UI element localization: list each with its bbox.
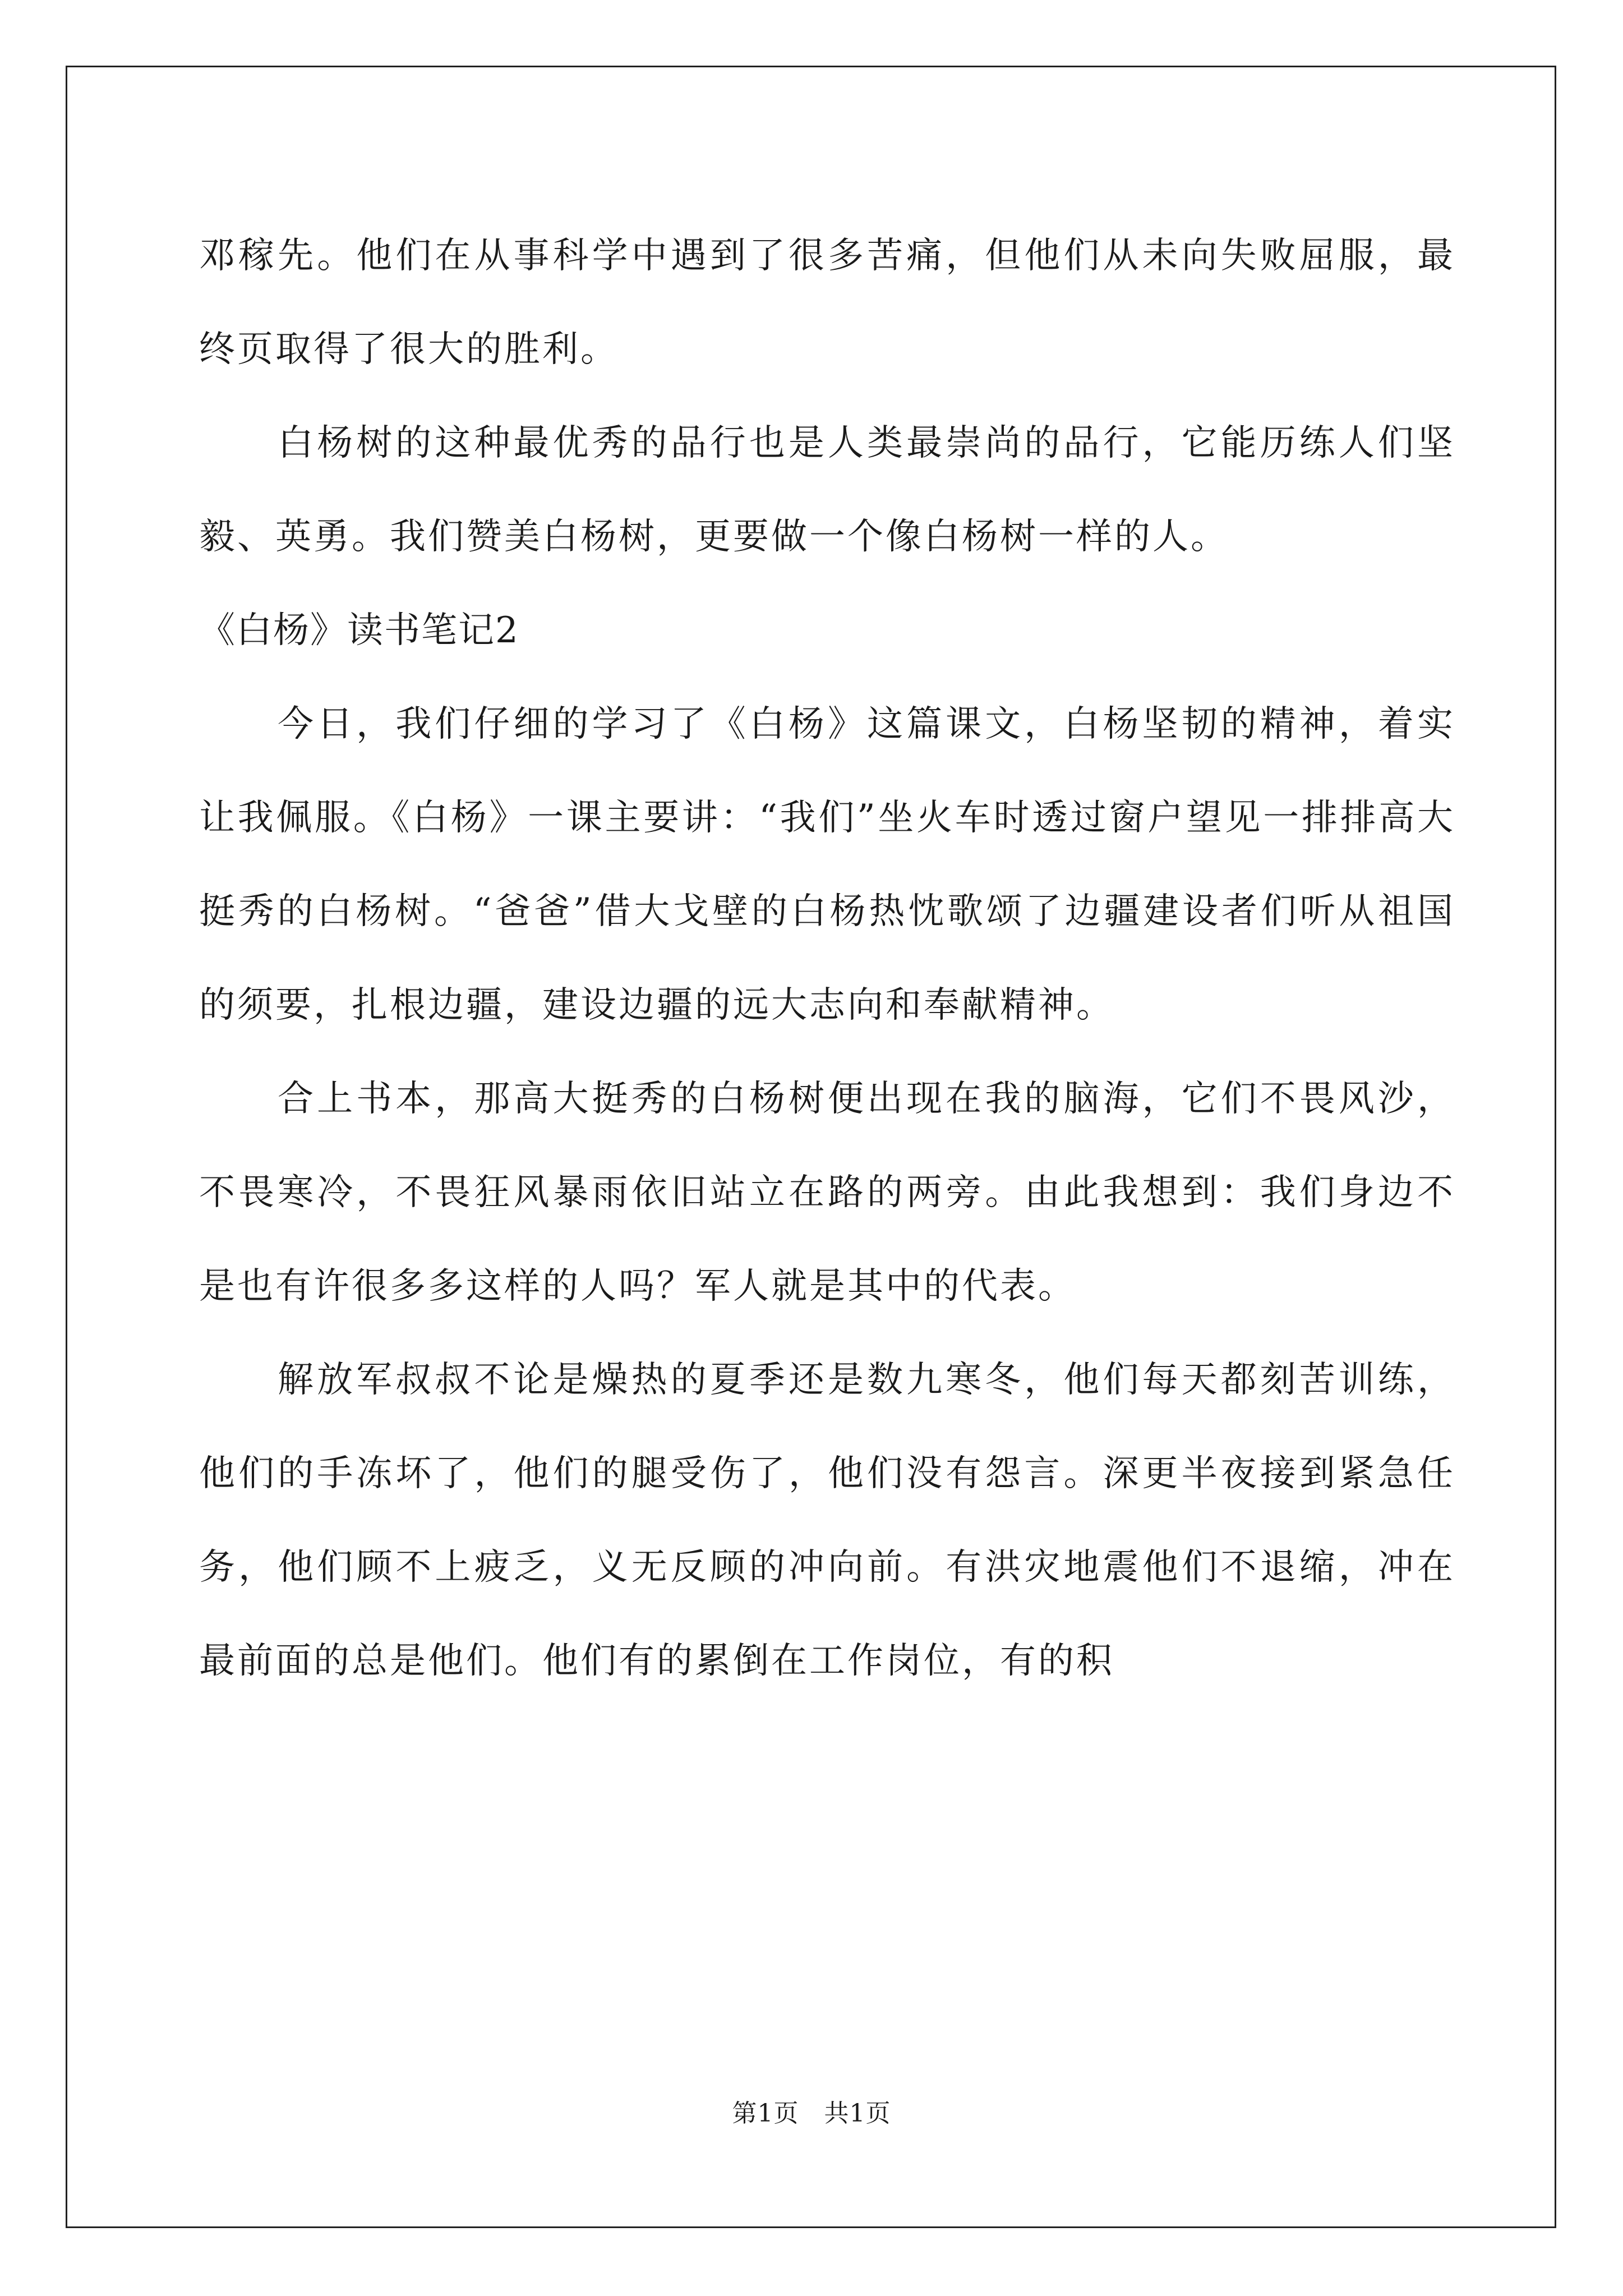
document-body — [199, 209, 1455, 1708]
section-heading: 《白杨》读书笔记2 — [199, 610, 519, 651]
paragraph: 白杨树的这种最优秀的品行也是人类最崇尚的品行，它能历练人们坚毅、英勇。我们赞美白杨树，更要做一个像白杨树一样的人。 — [199, 422, 1455, 558]
page-number: 第1页 — [732, 2099, 799, 2128]
page-footer — [0, 2097, 1623, 2131]
paragraph: 合上书本，那高大挺秀的白杨树便出现在我的脑海，它们不畏风沙，不畏寒冷，不畏狂风暴雨依旧站立在路的两旁。由此我想到：我们身边不是也有许很多多这样的人吗？军人就是其中的代表。 — [199, 1078, 1455, 1307]
paragraph-continuation: 邓稼先。他们在从事科学中遇到了很多苦痛，但他们从未向失败屈服，最终页取得了很大的胜利。 — [199, 235, 1455, 370]
paragraph: 今日，我们仔细的学习了《白杨》这篇课文，白杨坚韧的精神，着实让我佩服。《白杨》一课主要讲：“我们”坐火车时透过窗户望见一排排高大挺秀的白杨树。“爸爸”借大戈壁的白杨热忱歌颂了边疆建设者们听从祖国的须要，扎根边疆，建设边疆的远大志向和奉献精神。 — [199, 703, 1455, 1026]
paragraph: 解放军叔叔不论是燥热的夏季还是数九寒冬，他们每天都刻苦训练，他们的手冻坏了，他们的腿受伤了，他们没有怨言。深更半夜接到紧急任务，他们顾不上疲乏，义无反顾的冲向前。有洪灾地震他们不退缩，冲在最前面的总是他们。他们有的累倒在工作岗位，有的积 — [199, 1359, 1455, 1682]
page-total: 共1页 — [824, 2099, 891, 2128]
